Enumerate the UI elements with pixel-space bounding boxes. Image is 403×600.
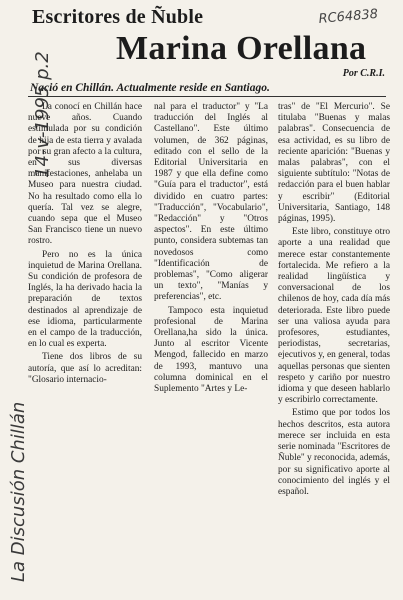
article-column-1: [28, 102, 142, 386]
byline: Por C.R.I.: [342, 68, 385, 79]
catalog-number: RC64838: [318, 6, 379, 27]
paragraph: nal para el traductor" y "La traducción del Inglés al Castellano". Este último volumen, de 362 páginas, editado con el sello de la Editorial Universitaria en 1987 y que ella define como "Guía para el traductor", está dividido en cuatro partes: "Traducción", "Vocabulario", "Redacción" y "Otros aspectos". En este último punto, considera subtemas tan novedosos como "Identificación de problemas", "Como aligerar un texto", "Manías y preferencias", etc.: [154, 102, 268, 303]
section-heading: Escritores de Ñuble: [32, 6, 204, 28]
paragraph: La conocí en Chillán hace nueve años. Cuando estimulada por su condición de hija de esta tierra y avalada por su gran afecto a la cultura, en sus diversas manifestaciones, anhelaba un Museo para nuestra ciudad. No ha resultado como ella lo quería. Tal vez se alegre, cuando sepa que el Museo San Francisco tiene un nuevo rostro.: [28, 102, 142, 247]
article-subtitle: Nació en Chillán. Actualmente reside en Santiago.: [30, 82, 270, 94]
handwritten-date: 14-v-1995 p.2: [32, 51, 53, 178]
paragraph: Tiene dos libros de su autoría, que así lo acreditan: "Glosario internacio-: [28, 352, 142, 385]
handwritten-annotation: [2, 51, 53, 590]
paragraph: Este libro, constituye otro aporte a una realidad que merece estar constantemente fortalecida. Me refiero a la realidad lingüística y conversacional de los chilenos de hoy, cada día más deteriorada. Este libro puede ser una valiosa ayuda para profesores, estudiantes, periodistas, secretarias, ejecutivos y, en general, todas aquellas personas que sienten respeto y cariño por nuestro idioma y que deseen hablarlo y escribirlo correctamente.: [278, 227, 390, 406]
article-title: Marina Orellana: [116, 30, 367, 67]
article-column-3: [278, 102, 390, 498]
paragraph: Estimo que por todos los hechos descritos, esta autora merece ser incluida en esta serie nominada "Escritores de Ñuble" y reconocida, además, por su significativo aporte al conocimiento del inglés y el español.: [278, 408, 391, 497]
paragraph: tras" de "El Mercurio". Se titulaba "Buenas y malas palabras". Consecuencia de esa actividad, es su libro de reciente aparición: "Buenas y malas palabras", con el siguiente subtítulo: "Notas de redacción para el buen hablar y escribir" (Editorial Universitaria, Santiago, 148 páginas, 1995).: [278, 102, 390, 225]
article-column-2: [154, 102, 268, 395]
handwritten-source: La Discusión Chillán: [8, 401, 29, 582]
divider: [28, 96, 386, 97]
paragraph: Pero no es la única inquietud de Marina Orellana. Su condición de profesora de Inglés, la ha derivado hacia la preparación de textos destinados al aprendizaje de ese idioma, particularmente en el campo de la traducción, en lo cual es experta.: [28, 249, 142, 350]
paragraph: Tampoco esta inquietud profesional de Marina Orellana,ha sido la única. Junto al escritor Vicente Mengod, fallecido en marzo de 1993, mantuvo una columna dominical en el Suplemento "Artes y Le-: [154, 305, 268, 395]
